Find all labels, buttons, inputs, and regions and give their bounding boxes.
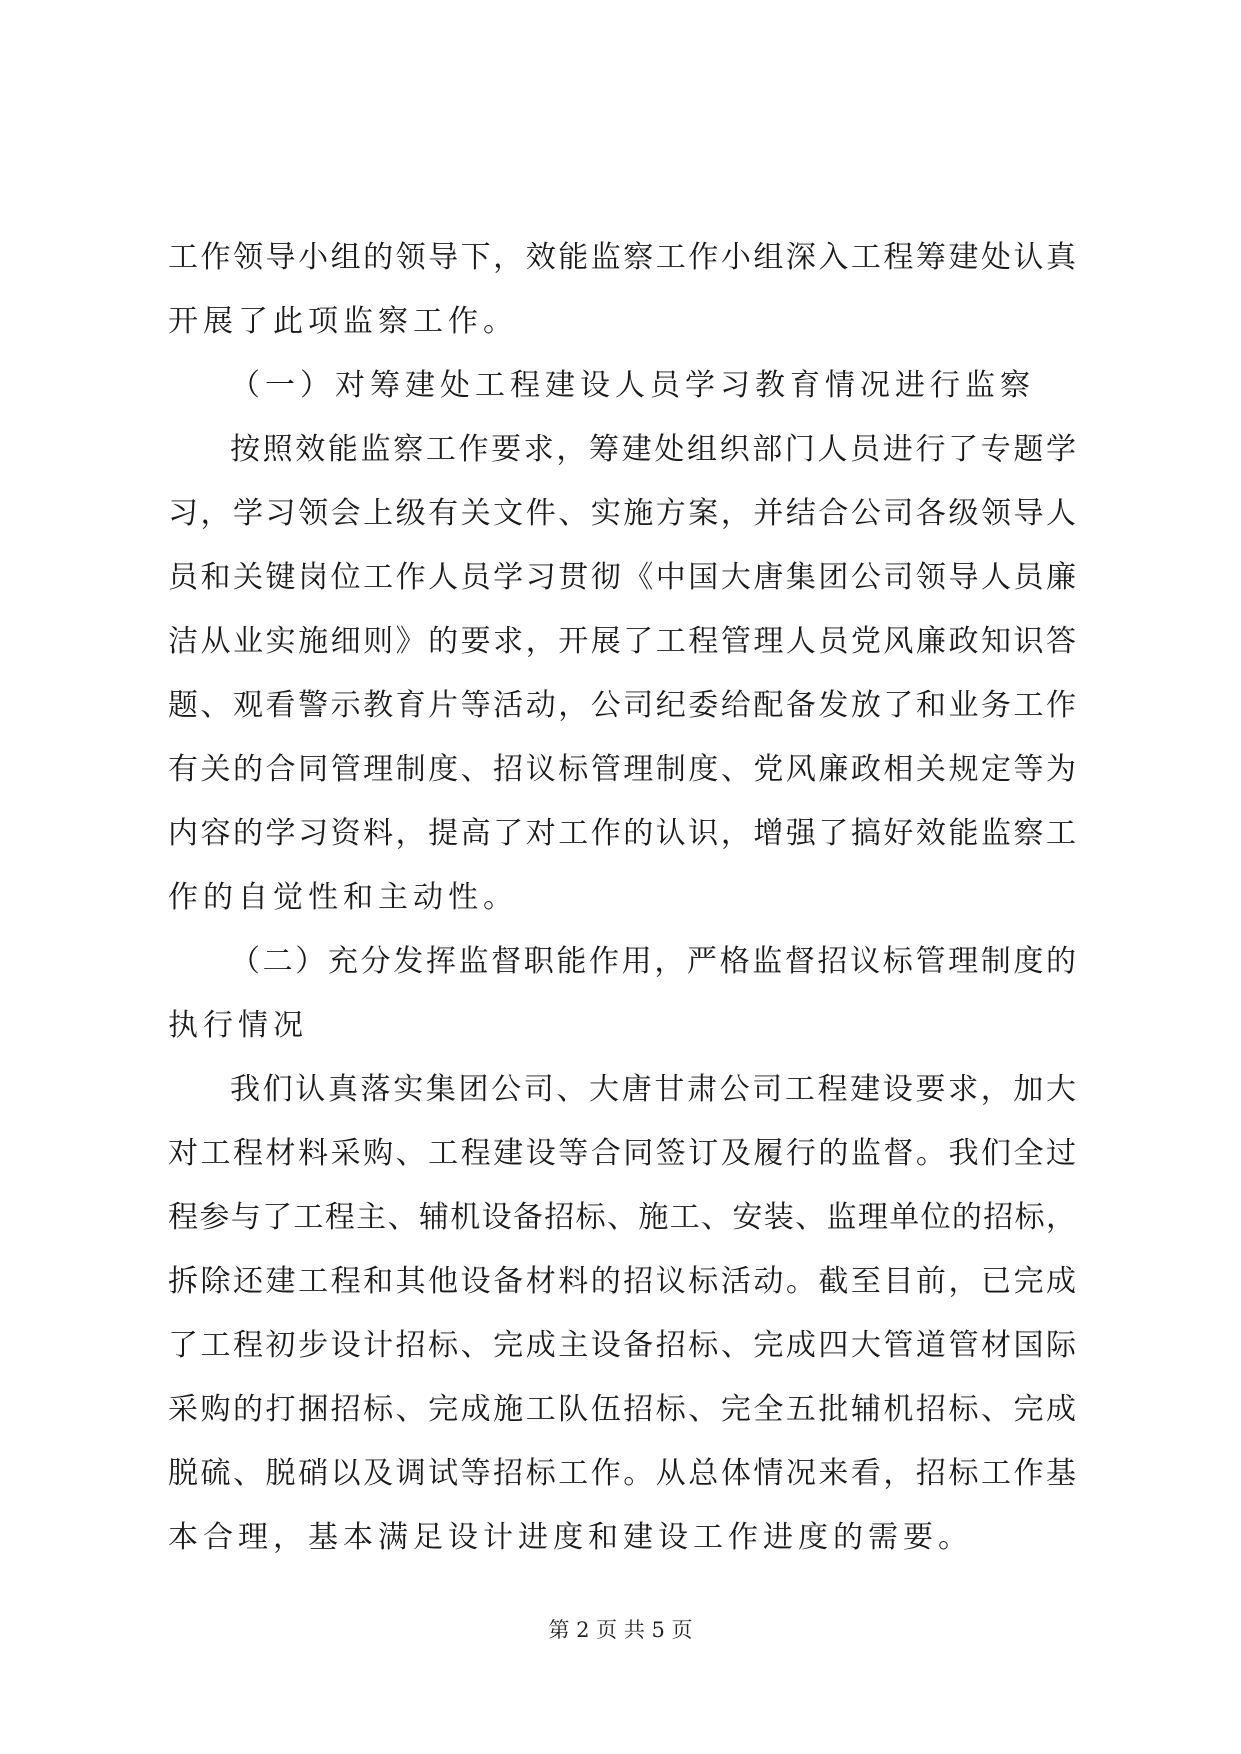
section-heading: （一）对筹建处工程建设人员学习教育情况进行监察 <box>230 368 1035 403</box>
text-line: 工作领导小组的领导下，效能监察工作小组深入工程筹建处认真 <box>168 240 1076 275</box>
text-line: 洁从业实施细则》的要求，开展了工程管理人员党风廉政知识答 <box>168 624 1076 659</box>
text-line: 程参与了工程主、辅机设备招标、施工、安装、监理单位的招标， <box>168 1200 1076 1235</box>
text-line: 员和关键岗位工作人员学习贯彻《中国大唐集团公司领导人员廉 <box>168 560 1076 595</box>
text-line: 开展了此项监察工作。 <box>168 304 518 339</box>
text-line: 拆除还建工程和其他设备材料的招议标活动。截至目前，已完成 <box>168 1264 1076 1299</box>
text-line: 题、观看警示教育片等活动，公司纪委给配备发放了和业务工作 <box>168 688 1076 723</box>
page-number-footer: 第 2 页 共 5 页 <box>548 1618 693 1642</box>
text-line: 脱硫、脱硝以及调试等招标工作。从总体情况来看，招标工作基 <box>168 1456 1076 1491</box>
text-line: 有关的合同管理制度、招议标管理制度、党风廉政相关规定等为 <box>168 752 1076 787</box>
text-line: 按照效能监察工作要求，筹建处组织部门人员进行了专题学 <box>230 432 1076 467</box>
section-heading-continued: 执行情况 <box>168 1008 308 1043</box>
text-line: 本合理，基本满足设计进度和建设工作进度的需要。 <box>168 1520 973 1555</box>
text-line: 采购的打捆招标、完成施工队伍招标、完全五批辅机招标、完成 <box>168 1392 1076 1427</box>
text-line: 习，学习领会上级有关文件、实施方案，并结合公司各级领导人 <box>168 496 1076 531</box>
text-line: 我们认真落实集团公司、大唐甘肃公司工程建设要求，加大 <box>230 1072 1076 1107</box>
document-body <box>168 226 1076 1570</box>
text-line: 对工程材料采购、工程建设等合同签订及履行的监督。我们全过 <box>168 1136 1076 1171</box>
text-line: 内容的学习资料，提高了对工作的认识，增强了搞好效能监察工 <box>168 816 1076 851</box>
text-line: 作的自觉性和主动性。 <box>168 880 518 915</box>
section-heading: （二）充分发挥监督职能作用，严格监督招议标管理制度的 <box>230 944 1076 979</box>
text-line: 了工程初步设计招标、完成主设备招标、完成四大管道管材国际 <box>168 1328 1076 1363</box>
